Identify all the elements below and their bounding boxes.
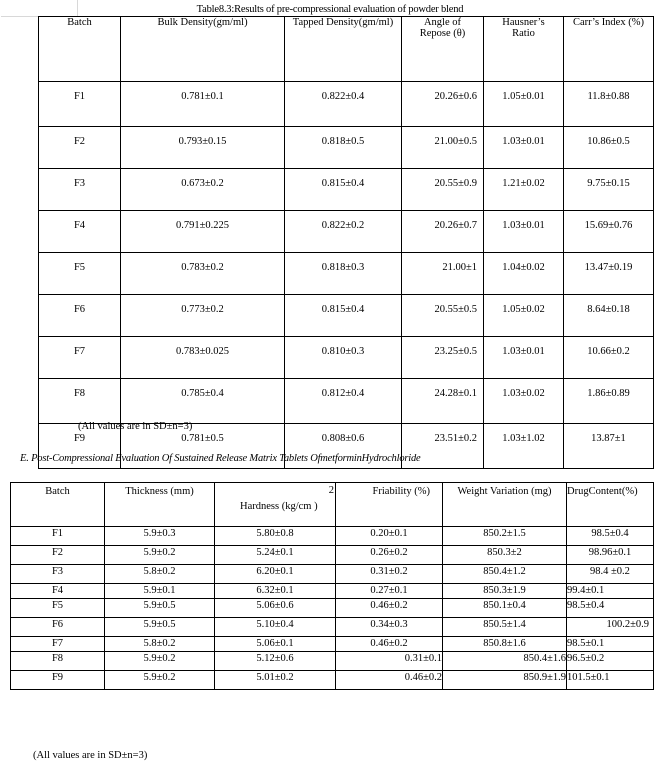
cell-angle-of-repose: 21.00±1	[402, 253, 484, 295]
header-tapped-density: Tapped Density(gm/ml)	[285, 17, 402, 82]
cell-friability: 0.46±0.2	[336, 637, 443, 652]
cell-batch: F6	[11, 618, 105, 637]
cell-carrs-index: 13.47±0.19	[564, 253, 654, 295]
cell-bulk-density: 0.785±0.4	[121, 379, 285, 424]
cell-carrs-index: 10.86±0.5	[564, 127, 654, 169]
cell-drug-content: 98.4 ±0.2	[567, 565, 654, 584]
cell-weight-variation: 850.8±1.6	[443, 637, 567, 652]
cell-carrs-index: 11.8±0.88	[564, 82, 654, 127]
cell-carrs-index: 13.87±1	[564, 424, 654, 469]
cell-hardness: 6.32±0.1	[215, 584, 336, 599]
cell-hausner-ratio: 1.03±0.01	[484, 127, 564, 169]
cell-tapped-density: 0.815±0.4	[285, 295, 402, 337]
cell-drug-content: 96.5±0.2	[567, 652, 654, 671]
cell-hausner-ratio: 1.05±0.02	[484, 295, 564, 337]
cell-weight-variation: 850.3±2	[443, 546, 567, 565]
table-row	[11, 652, 654, 671]
cell-friability: 0.26±0.2	[336, 546, 443, 565]
cell-drug-content: 98.5±0.1	[567, 637, 654, 652]
cell-angle-of-repose: 21.00±0.5	[402, 127, 484, 169]
cell-thickness: 5.9±0.2	[105, 671, 215, 690]
cell-hardness: 5.01±0.2	[215, 671, 336, 690]
cell-tapped-density: 0.810±0.3	[285, 337, 402, 379]
cell-thickness: 5.9±0.3	[105, 527, 215, 546]
cell-angle-of-repose: 23.51±0.2	[402, 424, 484, 469]
cell-hausner-ratio: 1.04±0.02	[484, 253, 564, 295]
table-header-row	[39, 17, 654, 82]
section-heading: E. Post-Compressional Evaluation Of Sustained Release Matrix Tablets OfmetforminHydrochloride	[20, 453, 421, 464]
cell-batch: F8	[11, 652, 105, 671]
cell-batch: F2	[39, 127, 121, 169]
cell-carrs-index: 8.64±0.18	[564, 295, 654, 337]
table-row	[11, 671, 654, 690]
cell-tapped-density: 0.812±0.4	[285, 379, 402, 424]
cell-hardness: 5.10±0.4	[215, 618, 336, 637]
cell-drug-content: 99.4±0.1	[567, 584, 654, 599]
table-caption: Table8.3:Results of pre-compressional evaluation of powder blend	[196, 4, 464, 15]
cell-thickness: 5.9±0.2	[105, 652, 215, 671]
cell-bulk-density: 0.773±0.2	[121, 295, 285, 337]
cell-bulk-density: 0.791±0.225	[121, 211, 285, 253]
cell-angle-of-repose: 20.55±0.9	[402, 169, 484, 211]
table-row	[39, 337, 654, 379]
cell-carrs-index: 15.69±0.76	[564, 211, 654, 253]
cell-hausner-ratio: 1.03±0.01	[484, 337, 564, 379]
cell-weight-variation: 850.2±1.5	[443, 527, 567, 546]
cell-bulk-density: 0.783±0.2	[121, 253, 285, 295]
table-row	[39, 169, 654, 211]
header-carrs-index: Carr’s Index (%)	[564, 17, 654, 82]
cell-batch: F4	[39, 211, 121, 253]
cell-carrs-index: 10.66±0.2	[564, 337, 654, 379]
table2-footnote: (All values are in SD±n=3)	[33, 750, 148, 761]
header-angle-of-repose: Angle of Repose (θ)	[402, 17, 484, 82]
cell-batch: F5	[39, 253, 121, 295]
cell-friability: 0.27±0.1	[336, 584, 443, 599]
pre-compression-table	[38, 16, 654, 469]
cell-batch: F4	[11, 584, 105, 599]
table-row	[39, 295, 654, 337]
cell-friability: 0.46±0.2	[336, 671, 443, 690]
cell-hardness: 5.12±0.6	[215, 652, 336, 671]
cell-bulk-density: 0.781±0.5	[121, 424, 285, 469]
cell-tapped-density: 0.818±0.5	[285, 127, 402, 169]
cell-weight-variation: 850.9±1.9	[443, 671, 567, 690]
cell-weight-variation: 850.4±1.2	[443, 565, 567, 584]
table-row	[11, 527, 654, 546]
cell-batch: F3	[39, 169, 121, 211]
cell-batch: F5	[11, 599, 105, 618]
cell-thickness: 5.8±0.2	[105, 637, 215, 652]
header-hardness: 2 Hardness (kg/cm )	[215, 483, 336, 527]
cell-friability: 0.31±0.1	[336, 652, 443, 671]
cell-batch: F8	[39, 379, 121, 424]
cell-drug-content: 98.96±0.1	[567, 546, 654, 565]
cell-hardness: 5.80±0.8	[215, 527, 336, 546]
header-batch: Batch	[11, 483, 105, 527]
cell-thickness: 5.9±0.2	[105, 546, 215, 565]
cell-hausner-ratio: 1.03±0.02	[484, 379, 564, 424]
table-row	[39, 211, 654, 253]
table1-footnote: (All values are in SD±n=3)	[78, 421, 193, 432]
cell-hausner-ratio: 1.03±1.02	[484, 424, 564, 469]
cell-batch: F1	[39, 82, 121, 127]
table-row	[11, 637, 654, 652]
table-row	[11, 584, 654, 599]
cell-batch: F2	[11, 546, 105, 565]
cell-angle-of-repose: 23.25±0.5	[402, 337, 484, 379]
cell-batch: F6	[39, 295, 121, 337]
cell-tapped-density: 0.818±0.3	[285, 253, 402, 295]
cell-drug-content: 98.5±0.4	[567, 599, 654, 618]
cell-thickness: 5.9±0.1	[105, 584, 215, 599]
cell-weight-variation: 850.5±1.4	[443, 618, 567, 637]
cell-angle-of-repose: 20.26±0.7	[402, 211, 484, 253]
header-drug-content: DrugContent(%)	[567, 483, 654, 527]
cell-drug-content: 100.2±0.9	[567, 618, 654, 637]
cell-batch: F9	[39, 424, 121, 469]
cell-tapped-density: 0.815±0.4	[285, 169, 402, 211]
cell-thickness: 5.8±0.2	[105, 565, 215, 584]
header-thickness: Thickness (mm)	[105, 483, 215, 527]
cell-thickness: 5.9±0.5	[105, 618, 215, 637]
cell-thickness: 5.9±0.5	[105, 599, 215, 618]
table-row	[11, 618, 654, 637]
cell-angle-of-repose: 20.55±0.5	[402, 295, 484, 337]
header-weight-variation: Weight Variation (mg)	[443, 483, 567, 527]
table-row	[39, 253, 654, 295]
cell-weight-variation: 850.4±1.6	[443, 652, 567, 671]
cell-hardness: 5.06±0.1	[215, 637, 336, 652]
cell-weight-variation: 850.1±0.4	[443, 599, 567, 618]
cell-bulk-density: 0.673±0.2	[121, 169, 285, 211]
table-row	[11, 565, 654, 584]
cell-carrs-index: 9.75±0.15	[564, 169, 654, 211]
table-row	[11, 546, 654, 565]
cell-friability: 0.46±0.2	[336, 599, 443, 618]
cell-bulk-density: 0.781±0.1	[121, 82, 285, 127]
header-bulk-density: Bulk Density(gm/ml)	[121, 17, 285, 82]
cell-batch: F7	[11, 637, 105, 652]
cell-bulk-density: 0.783±0.025	[121, 337, 285, 379]
cell-batch: F7	[39, 337, 121, 379]
cell-drug-content: 101.5±0.1	[567, 671, 654, 690]
cell-tapped-density: 0.822±0.2	[285, 211, 402, 253]
cell-friability: 0.31±0.2	[336, 565, 443, 584]
cell-drug-content: 98.5±0.4	[567, 527, 654, 546]
cell-hardness: 6.20±0.1	[215, 565, 336, 584]
header-batch: Batch	[39, 17, 121, 82]
cell-batch: F3	[11, 565, 105, 584]
cell-weight-variation: 850.3±1.9	[443, 584, 567, 599]
header-friability: Friability (%)	[336, 483, 443, 527]
cell-tapped-density: 0.808±0.6	[285, 424, 402, 469]
table-header-row	[11, 483, 654, 527]
cell-carrs-index: 1.86±0.89	[564, 379, 654, 424]
cell-angle-of-repose: 20.26±0.6	[402, 82, 484, 127]
header-hausner-ratio: Hausner’s Ratio	[484, 17, 564, 82]
table-row	[39, 127, 654, 169]
cell-angle-of-repose: 24.28±0.1	[402, 379, 484, 424]
cell-friability: 0.20±0.1	[336, 527, 443, 546]
cell-hardness: 5.06±0.6	[215, 599, 336, 618]
table-row	[39, 82, 654, 127]
cell-bulk-density: 0.793±0.15	[121, 127, 285, 169]
cell-tapped-density: 0.822±0.4	[285, 82, 402, 127]
cell-friability: 0.34±0.3	[336, 618, 443, 637]
cell-batch: F1	[11, 527, 105, 546]
table-row	[11, 599, 654, 618]
table-row	[39, 379, 654, 424]
cell-batch: F9	[11, 671, 105, 690]
cell-hausner-ratio: 1.03±0.01	[484, 211, 564, 253]
cell-hausner-ratio: 1.05±0.01	[484, 82, 564, 127]
post-compression-table	[10, 482, 654, 690]
cell-hausner-ratio: 1.21±0.02	[484, 169, 564, 211]
cell-hardness: 5.24±0.1	[215, 546, 336, 565]
